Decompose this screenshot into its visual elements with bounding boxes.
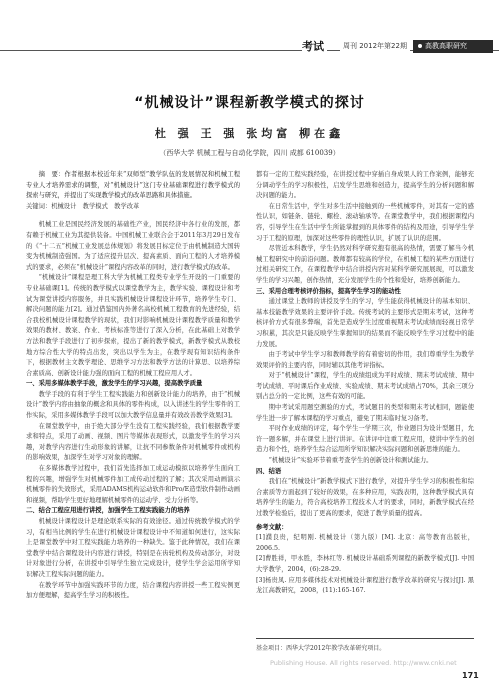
paragraph: “机械设计”实验环节着重考查学生的创新设计和测试能力。 <box>268 457 433 465</box>
article-title: “机械设计”课程新教学模式的探讨 <box>134 95 365 111</box>
right-column <box>256 170 474 597</box>
journal-name: 考试 <box>302 38 327 54</box>
paragraph: 在课堂教学中，由于绝大部分学生没有工程实践经验，我们根据教学要求和特点，采用了动画、视频、图片等媒体表现形式，以激发学生的学习兴趣，对教学内容进行生动形象的讲解，让抗不同参数条件对机械零件或机构的影响效果，加深学生对学习对象的理解。 <box>26 422 240 462</box>
paragraph: 在多媒体教学过程中，我们首先选择加工成运动模拟以培养学生面向工程的兴趣，增强学生对机械零件加工成传动过程的了解；其次采用动画演示机械零件的失效形式，采用ADAMS机构运动软件和Pro/E造型软件制作动画和视频，帮助学生更好地理解机械零件的运动学、受力分析等。 <box>26 465 240 504</box>
paragraph: 尽管近本科教学，学生仍然对科学研究抱有很高的热情，需要了解当今机械工程研究中的前沿问题。教师都有较高的学位，在机械工程的某些方面进行过相关研究工作，在课程教学中结合讲授内容对某科学研究展展现，可以激发学生的学习兴趣，创作热情，充分发展学生的个性和爱好，培养创新能力。 <box>256 245 474 284</box>
fund-note: 基金项目：西华大学2012年教学改革研究项目。 <box>256 638 474 652</box>
section-heading: 一、采用多媒体教学手段，激发学生的学习兴趣，提高教学质量 <box>26 380 203 388</box>
paragraph: 教学手段的有利于学生工程实践能力和创新设计能力的培养，由于“机械设计”教学内容由抽象的概念和具体的零件构成，以入讲述生的学生零件的工作实际，采用多媒体教学手段可以加大教学信息量并有效改善教学效果[3]。 <box>26 390 240 420</box>
references-heading: 参考文献： <box>256 523 288 531</box>
bullet-icon <box>418 44 422 48</box>
paragraph: 由于考试中学生学习和教师教学的有着密切的作用，我们尊重学生为教学效果评价的主要内容，同时辅以其他考评指标。 <box>256 351 474 369</box>
journal-issue: 周刊 2012年第22期 <box>340 41 410 51</box>
page-number: 171 <box>462 671 479 680</box>
paragraph: 通过课堂上教师的讲授及学生的学习，学生能获得机械设计的基本知识、基本技能教学效果的主要评价手段。传统考试的主要形式是期末考试，这种考核评价方式有很多弊端，首先是造成学生过度重视期末考试成绩而轻视日常学习积累，其次是只能反映学生掌握知识的结果而不能反映学生学习过程中的能力发展。 <box>256 298 474 348</box>
authors: 杜 强 王 强 张均富 柳在鑫 <box>154 127 345 140</box>
paragraph: 平时作业成绩的评定，每个学生一学期三次，作业题目为设计型题目，允许一题多解，并在课堂上进行讲评。在讲评中注重工程应用，使讲中学生的创造力和个性，培养学生综合运用所学知识解决实际问题和创新思维的能力。 <box>256 425 474 454</box>
paragraph: 在教学环节中加强实践环节的力度，结合课程内容讲授一些工程实例更加方便理解，提高学生学习的积极性。 <box>26 581 240 600</box>
running-header <box>0 38 499 58</box>
reference-item: [3]杨贵凤. 应用多媒体技术对机械设计课程进行教学改革的研究与探讨[J]. 黑龙江高教研究，2008，(11):165-167. <box>256 576 474 595</box>
paragraph: 对于“机械设计”课程，学生的成绩组成为平时成绩、期末考试成绩、期中考试成绩、平时课后作业成绩、实验成绩、期末考试成绩占70%，其余三项分别占总分的一定比例，这些有效的可能。 <box>256 372 474 401</box>
affiliation: （西华大学 机械工程与自动化学院，四川 成都 610039） <box>159 149 340 157</box>
paragraph: “机械设计”课程是理工科大学为机械工程类专业学生开设的一门重要的专业基础课[1]。传统的教学模式以课堂教学为主，教学实验、课程设计和考试为课堂讲授内容服务，并且实践机械设计课程设计环节，培养学生专门、解决问题的能力[2]。通过借鉴国内外著名高校机械工程教育的先进经验，结合我校机械设计课程教学的现状，我们对影响机械设计课程教学质量和教学效果的教材、教案、作业、考核标准等进行了深入分析，在此基础上对教学方法和教学手段进行了初步探索，提出了新的教学模式，新教学模式从教校地方综合性大学的特点出发，突出以学生为主，在教学现有知识结构条件下，根据教材主文教学理论、思维学习方法和教学方法的计算思、以培养综合素质高、创新设计能力强的面向工程的机械工程应用人才。 <box>26 274 240 377</box>
abstract: 摘 要：作者根据本校近年来“双师型”教学队伍的发展情况和机械工程专业人才培养需求的调整，对“机械设计”这门专业基础课程进行教学模式的探索与研究，并提出了实现教学模式的改革思路和具体措施。 <box>26 171 240 200</box>
watermark: Publishing House. All rights reserved. http://www.cnki.net <box>270 659 457 667</box>
reference-item: [2]曹胜祥，甲永胜，李林红等. 机械设计基础系列课程的新教学模式[J]. 中国大学教学，2004，(6):28-29. <box>256 555 474 573</box>
section-label: 高教高职研究 <box>425 42 467 50</box>
paragraph: 都有一定的工程实践经验，在讲授过程中穿插自身成果人的工作案例，能够充分调动学生的学习积极性，启发学生思维和创造力，提高学生的分析问题和解决问题的能力。 <box>256 171 474 200</box>
left-column <box>26 170 240 602</box>
paragraph: 机械设计课程设计是理论联系实际的有效途径。通过传统教学模式的学习，有相当比例的学生在进行机械设计课程设计中不知道如何进行，这实际上是课堂教学中对工程实践能力培养的一种缺失。鉴于此种情况，我们在课堂教学中结合课程设计内容进行讲授，特别是在齿轮机构及传动部分，对设计对象进行分析，在讲授中引导学生独立完成设计，使学生学会运用所学知识解决工程实际问题的能力。 <box>26 518 240 578</box>
keywords: 关键词：机械设计 教学模式 教学改革 <box>26 202 140 210</box>
reference-item: [1]濮良贵，纪明刚. 机械设计（第九版）[M]. 北京：高等教育出版社，2006.5. <box>256 534 474 552</box>
paragraph: 我们在“机械设计”新教学模式下进行教学，对提升学生学习的积极性和综合素质等方面起到了较好的效果，在多种应用，实践表明，这种教学模式具有培养学生的能力，符合高校培养工程技术人才的要求，同时，新教学模式在经过教学检验后，提出了更高的要求，促进了教学质量的提高。 <box>256 478 474 517</box>
section-heading: 二、结合工程应用进行讲授，加强学生工程实践能力的培养 <box>26 507 190 515</box>
paragraph: 在日常生活中，学生对多生活中接触到的一些机械零件，对其有一定的感性认识，如链条、链轮、螺栓、滚动轴承等。在课堂教学中，我们根据课程内容，引导学生在生活中学生所能掌握到的具体零件的结构及用途，引导学生学习于工程的原理，加深对这些零件的理性认识，扩展了认识的范围。 <box>256 202 474 242</box>
paragraph: 机械工业是国民经济发展的基础性产业，国民经济中各行业的发展，都有赖于机械工业为其提供装备。中国机械工业联合会于2011年3月29日发布的《“十二五”机械工业发展总体规划》将发展目标定位于由机械制造大国转变为机械制造强国。为了适应提升层次、提高素质、面向工程的人才培养模式的要求，必须在“机械设计”课程内容改革的同时，进行教学模式的改革。 <box>26 221 240 271</box>
section-badge <box>413 40 493 53</box>
section-heading: 四、结语 <box>256 467 282 475</box>
paragraph: 期中考试采用题空测验的方式，考试题目的类型和期末考试相同，题能使学生进一步了解本课程的学习重点，避免了期末临时复习备考。 <box>256 404 474 422</box>
section-heading: 三、采用合理考核评价指标，提高学生学习的能动性 <box>256 287 401 295</box>
